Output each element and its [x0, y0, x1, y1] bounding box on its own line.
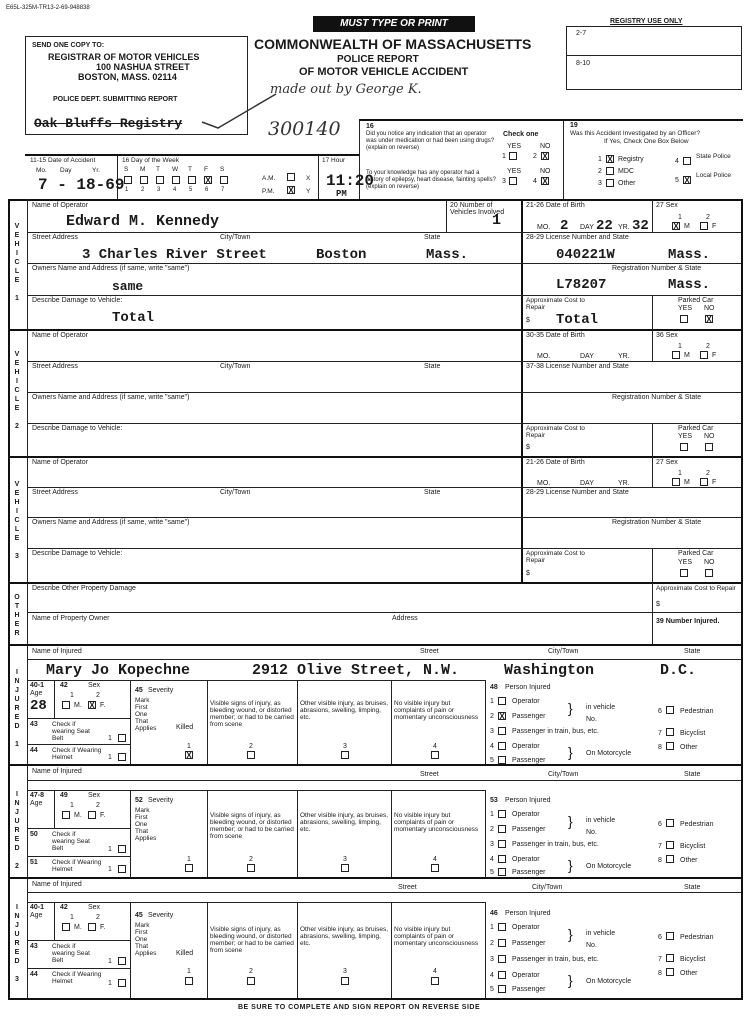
reg-8-10: 8-10: [576, 60, 591, 67]
injured-1-side-label: I N J U R E D 1: [14, 669, 20, 748]
dow-wed-checkbox[interactable]: [172, 176, 180, 184]
i1-severity-killed-checkbox[interactable]: X: [186, 751, 192, 760]
v1-street: 3 Charles River Street: [82, 247, 267, 263]
i3-seatbelt-checkbox[interactable]: [118, 957, 126, 965]
registry-use-label: REGISTRY USE ONLY: [610, 18, 683, 25]
i1-bicyclist-checkbox[interactable]: [666, 728, 674, 736]
dow-fri-checkbox[interactable]: X: [205, 176, 211, 185]
i3-sex-m-checkbox[interactable]: [62, 923, 70, 931]
injured-3-side-label: I N J U R E D 3: [14, 904, 20, 983]
i2-severity-killed-checkbox[interactable]: [185, 864, 193, 872]
i1-street: 2912 Olive Street, N.W.: [252, 662, 460, 679]
form-title: COMMONWEALTH OF MASSACHUSETTS: [254, 36, 532, 52]
dow-grid: S M T W T F S X 1 2 3 4 5 6 7: [124, 166, 254, 196]
i1-severity-4-checkbox[interactable]: [431, 751, 439, 759]
v3-parked-no-checkbox[interactable]: [705, 569, 713, 577]
i2-passenger-train-checkbox[interactable]: [498, 840, 506, 848]
i2-seatbelt-checkbox[interactable]: [118, 845, 126, 853]
i1-city: Washington: [504, 662, 595, 679]
f16-question: Did you notice any indication that an operator was under medication or had been using drugs? (explain on reverse): [366, 131, 495, 151]
i1-moto-operator-checkbox[interactable]: [498, 742, 506, 750]
v2-parked-no-checkbox[interactable]: [705, 443, 713, 451]
i2-bicyclist-checkbox[interactable]: [666, 841, 674, 849]
v1-damage: Total: [112, 310, 155, 326]
i1-state: D.C.: [660, 662, 697, 679]
form-subtitle-2: OF MOTOR VEHICLE ACCIDENT: [299, 66, 469, 78]
send-line-5: POLICE DEPT. SUBMITTING REPORT: [53, 96, 178, 103]
i1-severity-3-checkbox[interactable]: [341, 751, 349, 759]
pm-checkbox[interactable]: X: [288, 186, 294, 195]
send-line-4: BOSTON, MASS. 02114: [78, 72, 177, 82]
check-stroke: [200, 92, 280, 132]
f19-num: 19: [570, 122, 578, 129]
other-side-label: O T H E R: [14, 594, 20, 637]
f16-yes: YES: [507, 143, 522, 150]
police-dept: Oak Bluffs Registry: [34, 116, 183, 131]
hour-pm: PM: [336, 189, 347, 199]
f19-other-checkbox[interactable]: [606, 179, 614, 187]
v1-registration-state: Mass.: [668, 277, 711, 293]
form-code: E65L-325M-TR13-2-69-948838: [6, 5, 90, 11]
i2-severity-2-checkbox[interactable]: [247, 864, 255, 872]
i2-sex-f-checkbox[interactable]: [88, 811, 96, 819]
f16-q2-no-checkbox[interactable]: X: [542, 177, 548, 186]
v2-sex-m-checkbox[interactable]: [672, 351, 680, 359]
send-line-3: 100 NASHUA STREET: [96, 62, 190, 72]
i3-severity-killed-checkbox[interactable]: [185, 977, 193, 985]
f16-num: 16: [366, 123, 374, 130]
f16-q1-yes-checkbox[interactable]: [509, 152, 517, 160]
i1-other-checkbox[interactable]: [666, 742, 674, 750]
i1-operator-checkbox[interactable]: [498, 697, 506, 705]
v1-dob-year: 32: [632, 218, 649, 234]
i3-person-options: 1 Operator 2 Passenger 3 Passenger in train, bus, etc. 4 Operator 5 Passenger } in vehicle No. } On Motorcycle 6 Pedestrian 7 Bicyclist 8 Other: [490, 924, 714, 993]
v1-repair-cost: Total: [556, 312, 599, 328]
f16-check-one: Check one: [503, 131, 539, 138]
form-subtitle-1: POLICE REPORT: [337, 54, 419, 65]
v3-parked-yes-checkbox[interactable]: [680, 569, 688, 577]
dow-mon-checkbox[interactable]: [140, 176, 148, 184]
i3-pedestrian-checkbox[interactable]: [666, 932, 674, 940]
v1-sex-m-checkbox[interactable]: X: [673, 222, 679, 231]
injured-2-side-label: I N J U R E D 2: [14, 791, 20, 870]
v1-license: 040221W: [556, 247, 615, 263]
i2-sex-m-checkbox[interactable]: [62, 811, 70, 819]
v2-parked-yes-checkbox[interactable]: [680, 443, 688, 451]
v1-sex-f-checkbox[interactable]: [700, 222, 708, 230]
i1-passenger-checkbox[interactable]: X: [499, 712, 505, 721]
i1-moto-passenger-checkbox[interactable]: [498, 756, 506, 764]
v1-parked-yes-checkbox[interactable]: [680, 315, 688, 323]
v1-dob-month: 2: [560, 218, 569, 234]
i2-moto-operator-checkbox[interactable]: [498, 855, 506, 863]
f16-q2-yes-checkbox[interactable]: [509, 177, 517, 185]
i2-passenger-checkbox[interactable]: [498, 825, 506, 833]
f19-mdc-checkbox[interactable]: [606, 167, 614, 175]
report-number: 300140: [268, 118, 341, 140]
must-type-banner: MUST TYPE OR PRINT: [313, 16, 475, 32]
f19-local-police-checkbox[interactable]: X: [684, 176, 690, 185]
i1-sex-m-checkbox[interactable]: [62, 701, 70, 709]
i1-age: 28: [30, 698, 47, 714]
reg-2-7: 2-7: [576, 30, 587, 37]
v3-sex-f-checkbox[interactable]: [700, 478, 708, 486]
v3-sex-m-checkbox[interactable]: [672, 478, 680, 486]
f19-registry: Registry: [618, 156, 644, 163]
i3-severity-4-checkbox[interactable]: [431, 977, 439, 985]
f19-state-police-checkbox[interactable]: [683, 157, 691, 165]
v1-city: Boston: [316, 247, 367, 263]
i2-pedestrian-checkbox[interactable]: [666, 819, 674, 827]
i1-name: Mary Jo Kopechne: [46, 662, 191, 679]
i1-person-options: 1 Operator 2 X Passenger 3 Passenger in train, bus, etc. 4 Operator 5 Passenger } in vehicle No. } On Motorcycle 6 Pedestrian 7 Bicyclist 8 Other: [490, 698, 714, 764]
v1-operator-name: Edward M. Kennedy: [66, 213, 220, 230]
v1-registration: L78207: [556, 277, 607, 293]
v1-vehicles-involved: 1: [492, 212, 502, 229]
f19-mdc: MDC: [618, 168, 634, 175]
dow-thu-checkbox[interactable]: [188, 176, 196, 184]
i3-operator-checkbox[interactable]: [498, 923, 506, 931]
i2-operator-checkbox[interactable]: [498, 810, 506, 818]
f16-question-2: To your knowledge has any operator had a history of epilepsy, heart disease, fainting spells? (explain on reverse): [366, 170, 496, 190]
i2-person-options: 1 Operator 2 Passenger 3 Passenger in train, bus, etc. 4 Operator 5 Passenger } in vehicle No. } On Motorcycle 6 Pedestrian 7 Bicyclist 8 Other: [490, 811, 714, 876]
i3-severity-3-checkbox[interactable]: [341, 977, 349, 985]
dow-sun-checkbox[interactable]: [124, 176, 132, 184]
f19-other: Other: [618, 180, 636, 187]
f16-q1-no-checkbox[interactable]: X: [542, 152, 548, 161]
vehicle-3-side-label: V E H I C L E 3: [14, 481, 20, 560]
i2-other-checkbox[interactable]: [666, 855, 674, 863]
i1-helmet-checkbox[interactable]: [118, 753, 126, 761]
i3-passenger-train-checkbox[interactable]: [498, 955, 506, 963]
dow-label: 16 Day of the Week: [122, 157, 179, 164]
i3-severity-2-checkbox[interactable]: [247, 977, 255, 985]
i3-passenger-checkbox[interactable]: [498, 939, 506, 947]
i3-bicyclist-checkbox[interactable]: [666, 954, 674, 962]
i3-moto-passenger-checkbox[interactable]: [498, 985, 506, 993]
i1-passenger-train-checkbox[interactable]: [498, 727, 506, 735]
i2-helmet-checkbox[interactable]: [118, 865, 126, 873]
registry-use-box: [566, 26, 742, 90]
f19-question: Was this Accident Investigated by an Officer?: [570, 130, 701, 137]
i2-severity-3-checkbox[interactable]: [341, 864, 349, 872]
f19-local-police: Local Police: [696, 172, 732, 179]
v1-owner: same: [112, 279, 144, 294]
i3-sex-f-checkbox[interactable]: [88, 923, 96, 931]
am-checkbox[interactable]: [287, 173, 295, 181]
f19-sub: If Yes, Check One Box Below: [604, 138, 689, 145]
i3-moto-operator-checkbox[interactable]: [498, 971, 506, 979]
i3-helmet-checkbox[interactable]: [118, 979, 126, 987]
date-label: 11-15 Date of Accident: [30, 157, 96, 164]
footer-instruction: BE SURE TO COMPLETE AND SIGN REPORT ON REVERSE SIDE: [238, 1004, 481, 1011]
handwritten-note: made out by George K.: [270, 82, 422, 97]
v1-license-state: Mass.: [668, 247, 711, 263]
i1-seatbelt-checkbox[interactable]: [118, 734, 126, 742]
f16-no: NO: [540, 143, 551, 150]
v1-dob-day: 22: [596, 218, 613, 234]
number-injured-label: 39 Number Injured.: [656, 618, 720, 625]
f19-state-police: State Police: [696, 153, 731, 160]
dow-sat-checkbox[interactable]: [220, 176, 228, 184]
i1-severity-2-checkbox[interactable]: [247, 751, 255, 759]
send-line-1: SEND ONE COPY TO:: [32, 42, 105, 49]
vehicle-1-side-label: V E H I C L E 1: [14, 223, 20, 302]
i3-other-checkbox[interactable]: [666, 968, 674, 976]
v1-state: Mass.: [426, 247, 469, 263]
vehicle-2-side-label: V E H I C L E 2: [14, 351, 20, 430]
dow-tue-checkbox[interactable]: [156, 176, 164, 184]
hour-label: 17 Hour: [322, 157, 346, 164]
accident-date: 7 - 18-69: [38, 176, 125, 194]
v1-parked-no-checkbox[interactable]: X: [706, 315, 712, 324]
i2-severity-4-checkbox[interactable]: [431, 864, 439, 872]
i1-pedestrian-checkbox[interactable]: [666, 706, 674, 714]
hour-value: 11:20: [326, 172, 375, 190]
send-line-2: REGISTRAR OF MOTOR VEHICLES: [48, 52, 200, 62]
f19-registry-checkbox[interactable]: X: [607, 155, 613, 164]
i1-sex-f-checkbox[interactable]: X: [89, 701, 95, 710]
v2-sex-f-checkbox[interactable]: [700, 351, 708, 359]
i2-moto-passenger-checkbox[interactable]: [498, 868, 506, 876]
